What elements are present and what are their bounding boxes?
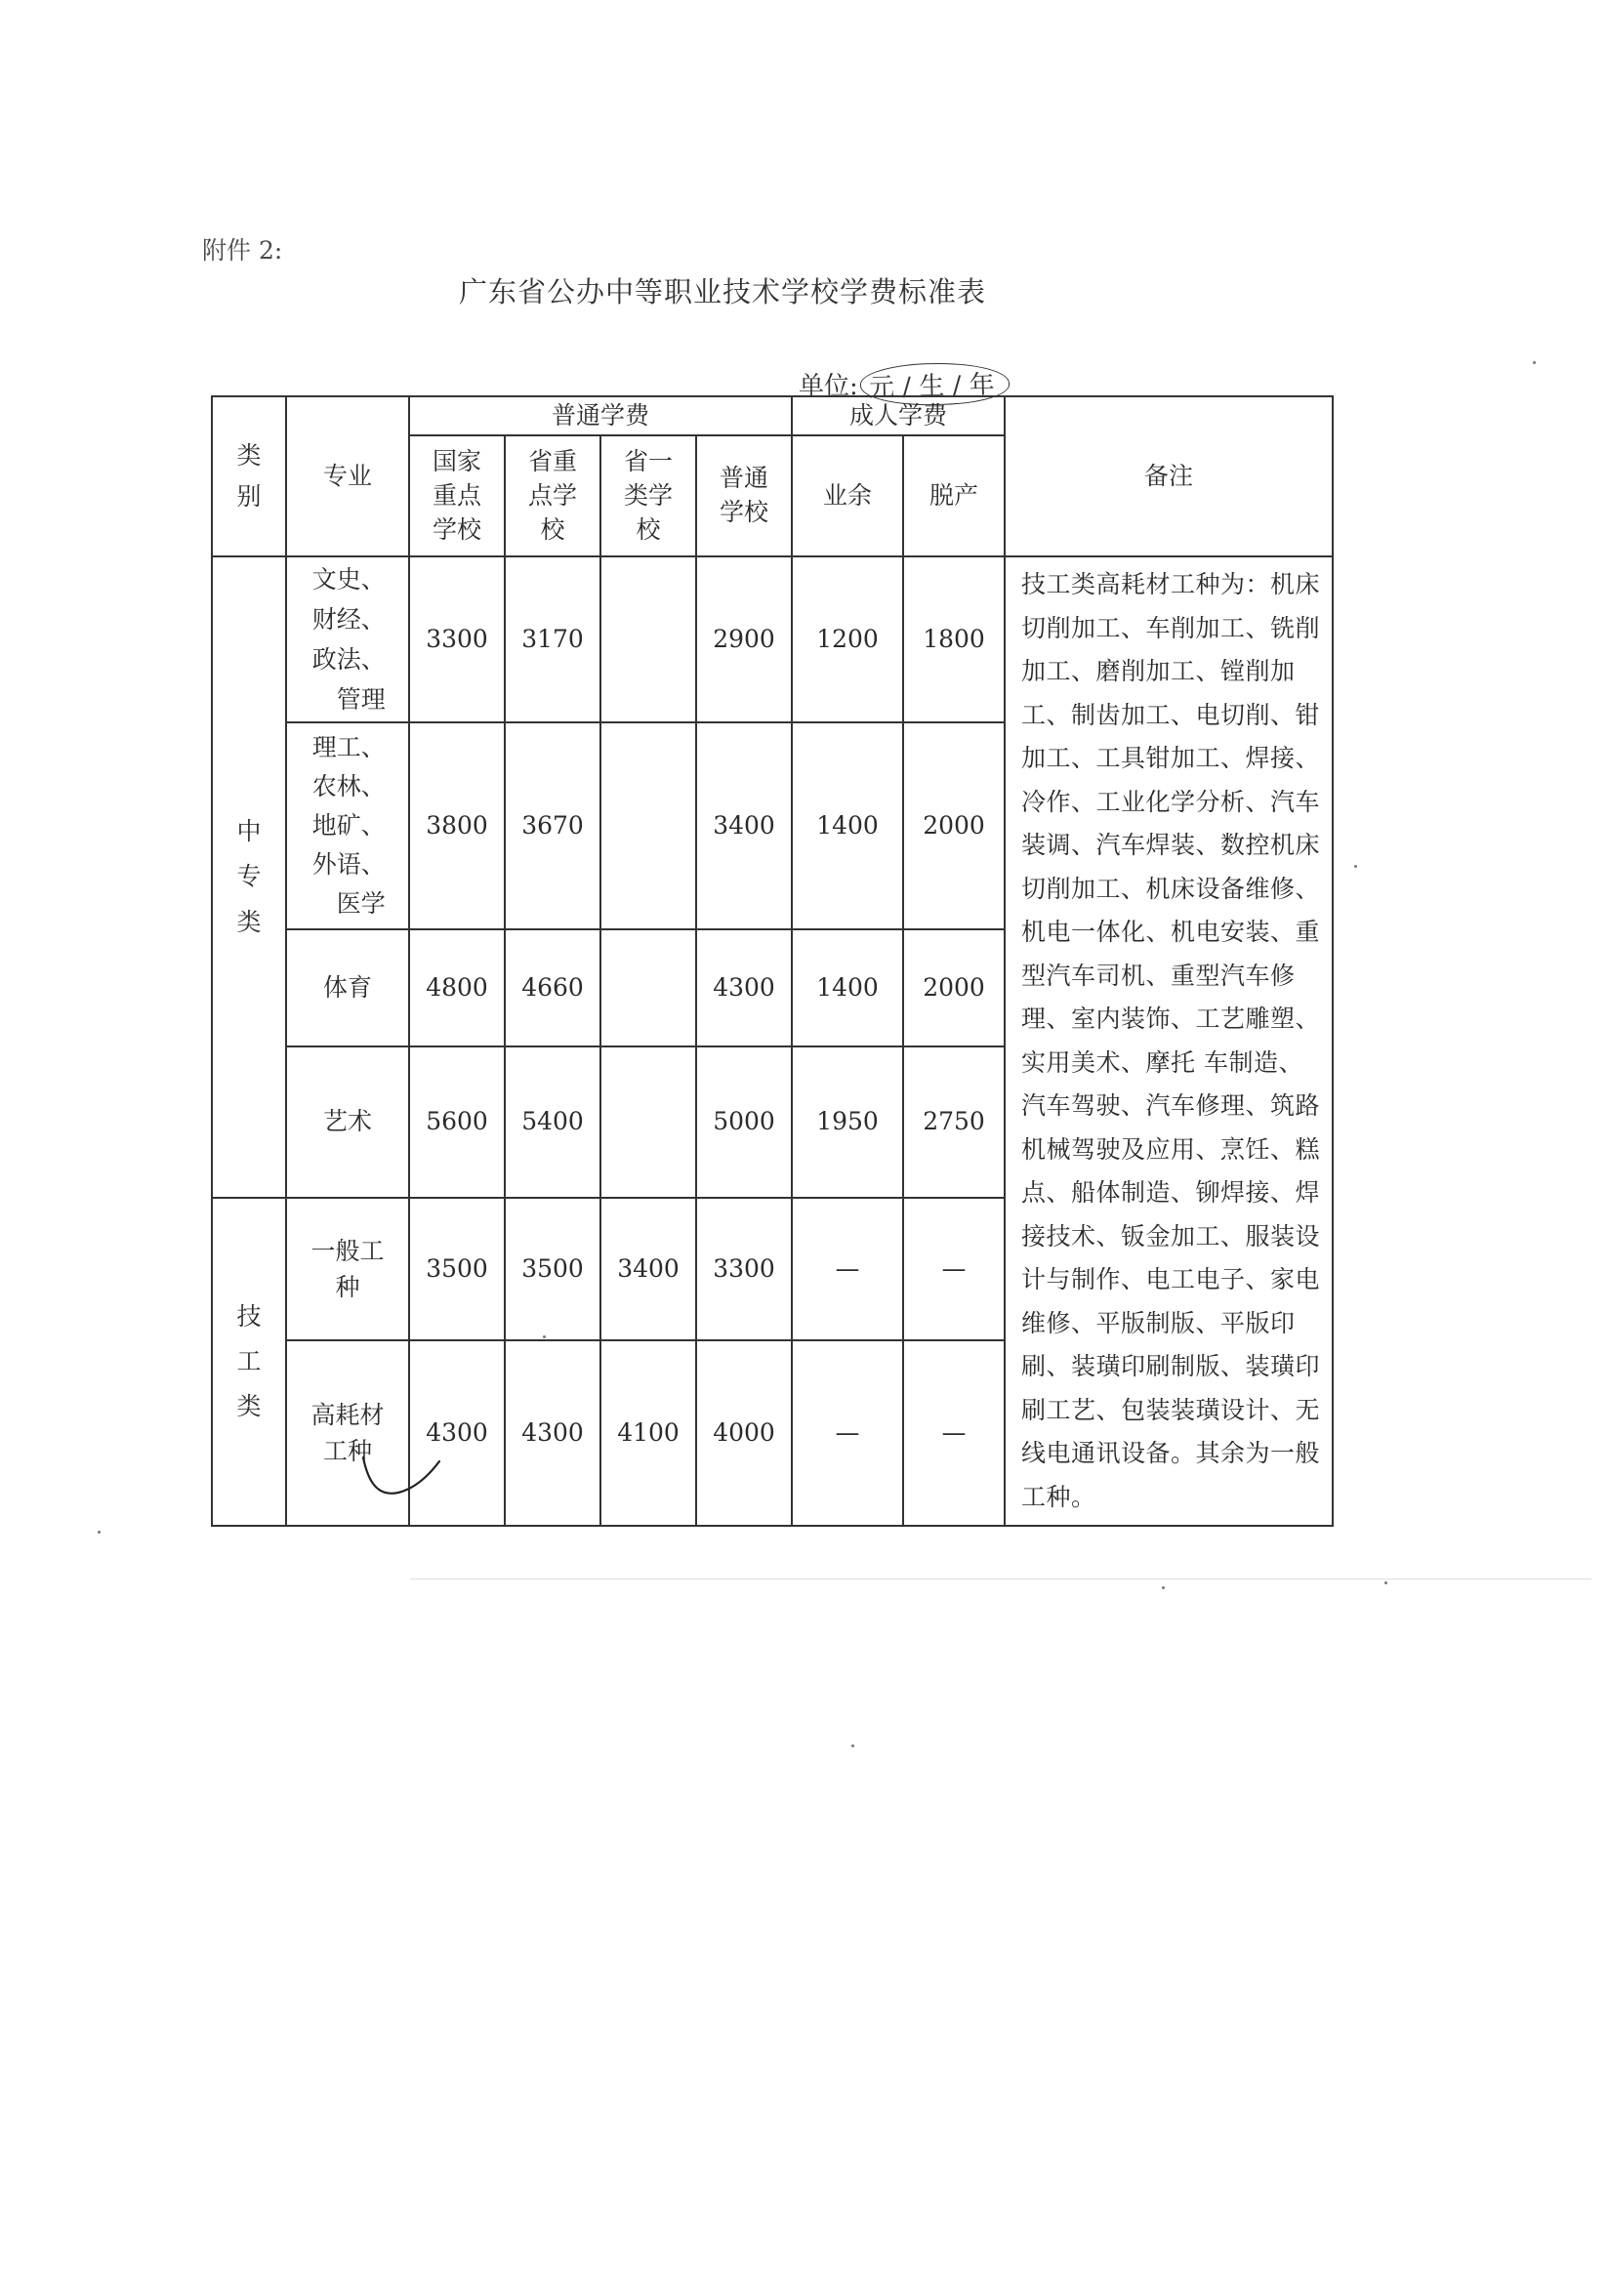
fee-cell: 1400 xyxy=(792,722,903,929)
fee-cell: 2750 xyxy=(903,1046,1005,1198)
scan-speck xyxy=(1354,865,1357,868)
fee-cell: — xyxy=(792,1198,903,1340)
scan-speck xyxy=(851,1744,854,1747)
unit-label: 单位: xyxy=(799,372,858,401)
major-text: 文史、财经、政法、管理 xyxy=(311,564,386,715)
header-full-time: 脱产 xyxy=(903,435,1005,556)
unit-value: 元 / 生 / 年 xyxy=(859,361,1010,407)
fee-cell: 4100 xyxy=(600,1340,696,1526)
scan-speck xyxy=(1533,361,1536,364)
fee-cell: 4300 xyxy=(696,929,792,1046)
fee-cell: — xyxy=(903,1198,1005,1340)
header-notes: 备注 xyxy=(1005,396,1333,556)
fee-cell: 1200 xyxy=(792,556,903,722)
fee-cell: 5000 xyxy=(696,1046,792,1198)
fee-cell: 3170 xyxy=(505,556,600,722)
header-major: 专业 xyxy=(286,396,409,556)
fee-cell: 3500 xyxy=(409,1198,505,1340)
header-national-key-text: 国家重点学校 xyxy=(432,446,481,544)
fee-cell: 3400 xyxy=(600,1198,696,1340)
fee-cell: 2900 xyxy=(696,556,792,722)
major-text: 高耗材工种 xyxy=(310,1400,385,1465)
header-category-text: 类别 xyxy=(236,440,262,511)
scan-speck xyxy=(1162,1586,1165,1589)
header-ordinary-text: 普通学校 xyxy=(719,464,768,527)
fee-cell: 4800 xyxy=(409,929,505,1046)
header-provincial-key xyxy=(505,435,600,556)
fee-cell: 4300 xyxy=(409,1340,505,1526)
major-cell: 艺术 xyxy=(286,1046,409,1198)
header-provincial-key-text: 省重点学校 xyxy=(527,446,577,544)
category-secondary xyxy=(212,556,286,1198)
fee-cell: 1950 xyxy=(792,1046,903,1198)
scan-speck xyxy=(543,1335,546,1338)
fee-cell: — xyxy=(792,1340,903,1526)
fee-cell: 1800 xyxy=(903,556,1005,722)
header-part-time: 业余 xyxy=(792,435,903,556)
fee-cell: 3800 xyxy=(409,722,505,929)
header-provincial-class1-text: 省一类学校 xyxy=(623,446,673,544)
major-cell xyxy=(286,556,409,722)
fee-cell xyxy=(600,722,696,929)
fee-cell: 3500 xyxy=(505,1198,600,1340)
fee-cell: 4000 xyxy=(696,1340,792,1526)
fee-cell xyxy=(600,1046,696,1198)
header-national-key xyxy=(409,435,505,556)
major-text: 一般工种 xyxy=(310,1236,385,1301)
fee-cell xyxy=(600,556,696,722)
category-technical-text: 技工类 xyxy=(236,1301,262,1421)
category-technical xyxy=(212,1198,286,1526)
category-secondary-text: 中专类 xyxy=(236,817,262,936)
major-text: 理工、农林、地矿、外语、医学 xyxy=(311,733,386,918)
major-cell xyxy=(286,722,409,929)
fee-cell xyxy=(600,929,696,1046)
fee-cell: 3300 xyxy=(409,556,505,722)
fee-table xyxy=(211,395,1334,1527)
scan-artifact-line xyxy=(410,1578,1591,1579)
fee-cell: 1400 xyxy=(792,929,903,1046)
header-provincial-class1 xyxy=(600,435,696,556)
fee-cell: 2000 xyxy=(903,722,1005,929)
major-cell xyxy=(286,1198,409,1340)
fee-cell: 4300 xyxy=(505,1340,600,1526)
scan-speck xyxy=(1384,1581,1387,1584)
fee-cell: 3670 xyxy=(505,722,600,929)
fee-cell: 5400 xyxy=(505,1046,600,1198)
header-ordinary xyxy=(696,435,792,556)
header-category xyxy=(212,396,286,556)
handwritten-checkmark-icon xyxy=(351,1448,449,1506)
attachment-label: 附件 2: xyxy=(202,236,283,265)
fee-cell: 4660 xyxy=(505,929,600,1046)
fee-cell: 2000 xyxy=(903,929,1005,1046)
header-adult-fees: 成人学费 xyxy=(792,396,1005,435)
notes-cell: 技工类高耗材工种为：机床切削加工、车削加工、铣削加工、磨削加工、镗削加 工、制齿加工、电切削、钳加工、工具钳加工、焊接、冷作、工业化学分析、汽车装调、汽车焊装、数控机床切削加工、机床设备维修、机电一体化、机电安装、重型汽车司机、重型汽车修理、室内装饰、工艺雕塑、实用美术、摩托 车制造、汽车驾驶、汽车修理、筑路机械驾驶及应用、烹饪、糕点、船体制造、铆焊接、焊接技术、钣金加工、服装设计与制作、电工电子、家电维修、平版制版、平版印刷、装璜印刷制版、装璜印刷工艺、包装装璜设计、无线电通讯设备。其余为一般工种。 xyxy=(1005,556,1333,1526)
header-regular-fees: 普通学费 xyxy=(409,396,792,435)
fee-cell: 3300 xyxy=(696,1198,792,1340)
major-cell: 体育 xyxy=(286,929,409,1046)
fee-cell: — xyxy=(903,1340,1005,1526)
table-row xyxy=(212,556,1333,722)
fee-cell: 3400 xyxy=(696,722,792,929)
page-title: 广东省公办中等职业技术学校学费标准表 xyxy=(459,275,987,308)
fee-cell: 5600 xyxy=(409,1046,505,1198)
scan-speck xyxy=(98,1531,101,1534)
